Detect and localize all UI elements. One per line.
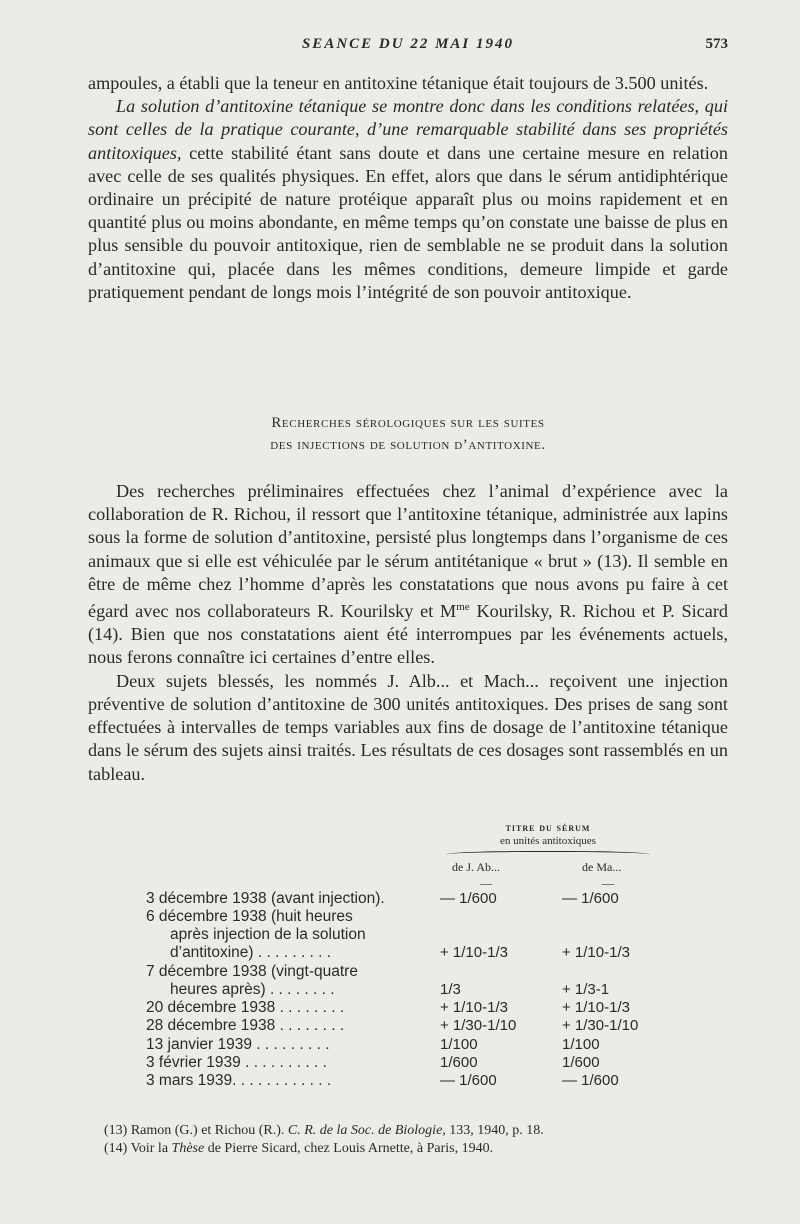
table-cell-ja: — 1/600 — [440, 1072, 497, 1090]
table-row-label — [146, 999, 416, 1017]
table-row-label-line: 3 mars 1939. . . . . . . . . . . . — [146, 1072, 332, 1090]
footnote-14 — [104, 1140, 744, 1158]
paragraph-preliminary — [88, 480, 728, 670]
table-cell-ma: + 1/10-1/3 — [562, 944, 630, 962]
table-cell-ja: 1/600 — [440, 1053, 478, 1071]
paragraph-conclusion — [88, 95, 728, 304]
footnote-journal: C. R. de la Soc. de Biologie — [287, 1123, 443, 1138]
page-number: 573 — [705, 36, 728, 52]
table-cell-ma: + 1/10-1/3 — [562, 998, 630, 1016]
footnotes — [104, 1122, 744, 1158]
table-row-label — [146, 890, 416, 908]
table-cell-ma: 1/600 — [562, 1053, 600, 1071]
footnote-text: (13) Ramon (G.) et Richou (R.). — [104, 1123, 288, 1138]
table-brace — [446, 851, 650, 860]
section-heading-line-1: Recherches sérologiques sur les suites — [271, 415, 545, 431]
table-row-label — [146, 908, 416, 962]
table-row-label-line: 20 décembre 1938 . . . . . . . . — [146, 998, 345, 1016]
header-title: SEANCE DU 22 MAI 1940 — [301, 36, 515, 52]
table-row-label — [146, 1017, 416, 1035]
table-cell-ja: + 1/30-1/10 — [440, 1017, 517, 1035]
table-row-label-line: d’antitoxine) . . . . . . . . . — [170, 944, 332, 962]
table-cell-ma: — 1/600 — [562, 1072, 619, 1090]
table-cell-ma: + 1/30-1/10 — [562, 1017, 639, 1035]
table-cell-ma: — 1/600 — [562, 890, 619, 907]
paragraph-text: Des recherches préliminaires effectuées chez l’animal d’expérience avec la collaboration de R. Richou, il ressort que l’antitoxine tétanique, administrée aux lapins sous la forme de solution d’antitoxine, persisté plus longtemps dans l’organisme de ces animaux que si elle est véhiculée par le sérum antitétanique « brut » (13). Il semble en être de même chez l’homme d’après les constatations que nous avons pu faire à cet égard avec nos collaborateurs R. Kourilsky et M — [88, 481, 728, 622]
table-row-label — [146, 963, 416, 999]
table-cell-ma: + 1/3-1 — [562, 980, 610, 998]
table-header — [440, 822, 656, 860]
table-cell-ma: 1/100 — [562, 1035, 600, 1053]
section-heading-line-2: des injections de solution d’antitoxine. — [270, 437, 546, 453]
table-row-label-line: 3 février 1939 . . . . . . . . . . — [146, 1053, 327, 1071]
table-row-label-line: 6 décembre 1938 (huit heures — [146, 908, 353, 926]
paragraph-subjects: Deux sujets blessés, les nommés J. Alb... et Mach... reçoivent une injection préventive de solution d’antitoxine de 300 unités antitoxiques. Des prises de sang sont effectuées à intervalles de temps variables aux fins de dosage de l’antitoxine tétanique dans le sérum des sujets ainsi traités. Les résultats de ces dosages sont rassemblés en un tableau. — [88, 670, 728, 784]
column-dash-ma: — — [602, 876, 614, 890]
italic-statement: La solution d’antitoxine tétanique se montre donc dans les conditions relatées, qui sont celles de la pratique courante, d’une remarquable stabilité dans ses propriétés antitoxiques, — [88, 96, 728, 163]
section-heading — [88, 412, 728, 456]
table-header-title: titre du sérum — [505, 822, 591, 834]
superscript-mme: me — [456, 601, 470, 614]
footnote-text: (14) Voir la — [104, 1141, 172, 1156]
table-cell-ja: 1/100 — [440, 1035, 478, 1053]
paragraph-stability — [88, 72, 728, 304]
paragraph-line: ampoules, a établi que la teneur en antitoxine tétanique était toujours de 3.500 unités. — [88, 73, 709, 93]
footnote-text: , 133, 1940, p. 18. — [442, 1123, 544, 1138]
table-row-label-line: heures après) . . . . . . . . — [170, 980, 335, 998]
column-header-ma: de Ma... — [582, 860, 622, 874]
table-row-label — [146, 1036, 416, 1054]
table-row-label — [146, 1054, 416, 1072]
table-cell-ja: + 1/10-1/3 — [440, 998, 508, 1016]
footnote-13 — [104, 1122, 744, 1140]
paragraph-text: Kourilsky, R. Richou et P. Sicard (14). Bien que nos constatations aient été interrompues par les événements actuels, nous ferons connaître ici certaines d’entre elles. — [88, 601, 728, 668]
table-row-label-line: après injection de la solution — [170, 926, 366, 944]
table-row-label-line: 7 décembre 1938 (vingt-quatre — [146, 962, 358, 980]
paragraph-rest: cette stabilité étant sans doute et dans une certaine mesure en relation avec celle de ses qualités physiques. En effet, alors que dans le sérum antidiphtérique ordinaire un précipité de nature protéique apparaît plus ou moins rapidement et en quantité plus ou moins abondante, en même temps qu’on constate une baisse de plus en plus sensible du pouvoir antitoxique, rien de semblable ne se produit dans la solution d’antitoxine qui, placée dans les mêmes conditions, demeure limpide et garde pratiquement pendant de longs mois l’intégrité de son pouvoir antitoxique. — [88, 142, 728, 302]
running-header — [88, 36, 728, 56]
table-row-label-line: 13 janvier 1939 . . . . . . . . . — [146, 1035, 330, 1053]
footnote-text: de Pierre Sicard, chez Louis Arnette, à Paris, 1940. — [204, 1141, 494, 1156]
paragraph-research — [88, 480, 728, 786]
column-dash-ja: — — [480, 876, 492, 890]
table-cell-ja: — 1/600 — [440, 890, 497, 907]
table-header-subtitle: en unités antitoxiques — [500, 835, 596, 847]
table-row-label-line: 28 décembre 1938 . . . . . . . . — [146, 1017, 345, 1035]
table-row-label-line: 3 décembre 1938 (avant injection). — [146, 890, 385, 907]
footnote-thesis: Thèse — [171, 1141, 205, 1156]
table-row-label — [146, 1072, 416, 1090]
table-cell-ja: 1/3 — [440, 980, 461, 998]
table-cell-ja: + 1/10-1/3 — [440, 944, 508, 962]
column-header-ja: de J. Ab... — [452, 860, 500, 874]
